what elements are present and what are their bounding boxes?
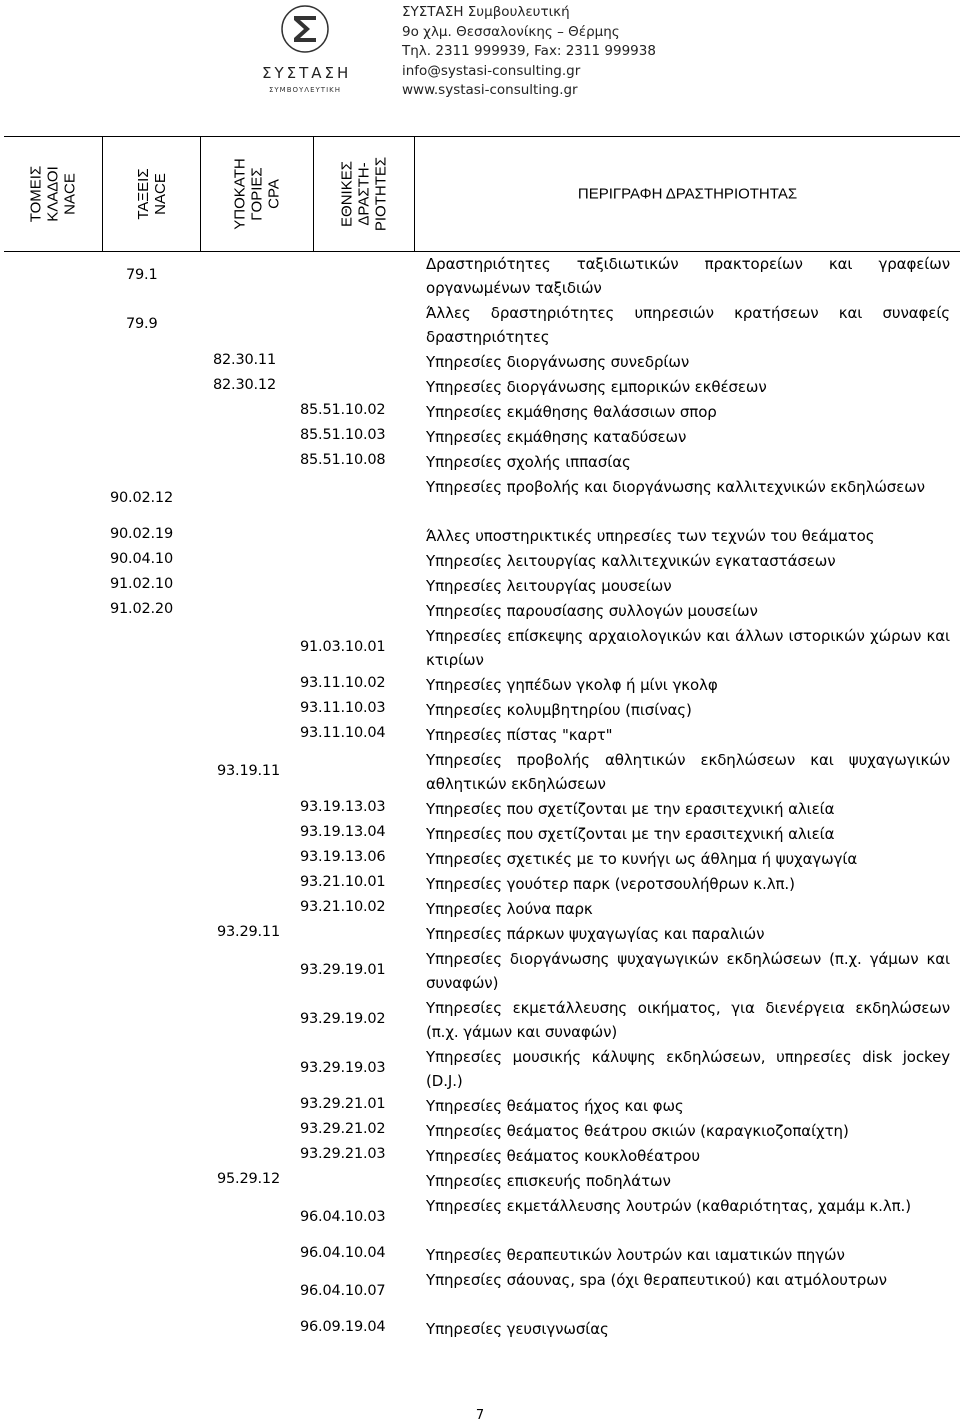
activity-description: Δραστηριότητες ταξιδιωτικών πρακτορείων και γραφείων οργανωμένων ταξιδιών bbox=[426, 255, 950, 297]
activity-description: Υπηρεσίες θεάματος ήχος και φως bbox=[426, 1097, 684, 1115]
table-row bbox=[4, 1268, 960, 1317]
activity-code: 96.04.10.04 bbox=[300, 1245, 386, 1261]
activity-description: Υπηρεσίες εκμάθησης καταδύσεων bbox=[426, 428, 687, 446]
activity-code: 85.51.10.03 bbox=[300, 427, 386, 443]
company-email[interactable]: info@systasi-consulting.gr bbox=[402, 62, 581, 79]
activity-description: Υπηρεσίες εκμάθησης θαλάσσιων σπορ bbox=[426, 403, 717, 421]
letterhead bbox=[0, 0, 960, 110]
activity-code: 96.09.19.04 bbox=[300, 1319, 386, 1335]
activity-description: Υπηρεσίες που σχετίζονται με την ερασιτεχνική αλιεία bbox=[426, 800, 835, 818]
activity-description: Υπηρεσίες γηπέδων γκολφ ή μίνι γκολφ bbox=[426, 676, 718, 694]
table-row bbox=[4, 947, 960, 996]
table-row bbox=[4, 748, 960, 797]
activity-description: Υπηρεσίες σχολής ιππασίας bbox=[426, 453, 631, 471]
header-description bbox=[415, 137, 960, 251]
table-row bbox=[4, 872, 960, 897]
table-row bbox=[4, 549, 960, 574]
table-row bbox=[4, 624, 960, 673]
activity-code: 90.02.19 bbox=[110, 526, 173, 542]
table-row bbox=[4, 897, 960, 922]
activity-code: 96.04.10.03 bbox=[300, 1208, 386, 1225]
table-row bbox=[4, 524, 960, 549]
table-row bbox=[4, 475, 960, 524]
header-subcategories-label: ΥΠΟΚΑΤΗ ΓΟΡΙΕΣ CPA bbox=[231, 158, 283, 230]
header-subcategories bbox=[201, 137, 314, 251]
activity-description: Υπηρεσίες λειτουργίας μουσείων bbox=[426, 577, 672, 595]
activity-code: 82.30.11 bbox=[213, 352, 276, 368]
activity-description: Άλλες υποστηρικτικές υπηρεσίες των τεχνών του θεάματος bbox=[426, 527, 875, 545]
activity-code: 96.04.10.07 bbox=[300, 1282, 386, 1299]
activity-code: 93.19.11 bbox=[217, 762, 280, 779]
activity-description: Υπηρεσίες παρουσίασης συλλογών μουσείων bbox=[426, 602, 758, 620]
header-description-label: ΠΕΡΙΓΡΑΦΗ ΔΡΑΣΤΗΡΙΟΤΗΤΑΣ bbox=[577, 185, 798, 203]
activity-code: 91.02.20 bbox=[110, 601, 173, 617]
table-row bbox=[4, 996, 960, 1045]
table-row bbox=[4, 698, 960, 723]
activity-code: 93.29.19.01 bbox=[300, 961, 386, 978]
table-row bbox=[4, 301, 960, 350]
activity-code: 93.29.21.03 bbox=[300, 1146, 386, 1162]
activity-code: 79.9 bbox=[126, 315, 158, 332]
activity-description: Υπηρεσίες γουότερ παρκ (νεροτσουλήθρων κ.λπ.) bbox=[426, 875, 795, 893]
activity-description: Υπηρεσίες διοργάνωσης εμπορικών εκθέσεων bbox=[426, 378, 767, 396]
table-row bbox=[4, 922, 960, 947]
company-logo bbox=[262, 4, 352, 100]
activity-description: Υπηρεσίες που σχετίζονται με την ερασιτεχνική αλιεία bbox=[426, 825, 835, 843]
table-row bbox=[4, 1194, 960, 1243]
table-header bbox=[4, 136, 960, 252]
activity-code: 91.03.10.01 bbox=[300, 638, 386, 655]
table-row bbox=[4, 1119, 960, 1144]
logo-name: ΣΥΣΤΑΣΗ bbox=[262, 64, 352, 82]
table-row bbox=[4, 425, 960, 450]
activity-description: Υπηρεσίες θεραπευτικών λουτρών και ιαματικών πηγών bbox=[426, 1246, 845, 1264]
activity-description: Υπηρεσίες σάουνας, spa (όχι θεραπευτικού) και ατμόλουτρων bbox=[426, 1271, 887, 1289]
activity-code: 93.19.13.06 bbox=[300, 849, 386, 865]
activity-code: 93.21.10.01 bbox=[300, 874, 386, 890]
header-sectors bbox=[4, 137, 103, 251]
activity-code: 93.29.21.02 bbox=[300, 1121, 386, 1137]
page-number: 7 bbox=[475, 1408, 485, 1423]
table-row bbox=[4, 1144, 960, 1169]
table-row bbox=[4, 599, 960, 624]
activity-code: 93.29.11 bbox=[217, 924, 280, 940]
table-row bbox=[4, 797, 960, 822]
header-national-label: ΕΘΝΙΚΕΣ ΔΡΑΣΤΗ- ΡΙΟΤΗΤΕΣ bbox=[338, 156, 390, 232]
company-address: 9ο χλμ. Θεσσαλονίκης – Θέρμης bbox=[402, 23, 620, 40]
table-row bbox=[4, 350, 960, 375]
activity-description: Υπηρεσίες εκμετάλλευσης οικήματος, για διενέργεια εκδηλώσεων (π.χ. γάμων και συναφών) bbox=[426, 999, 950, 1041]
activity-description: Υπηρεσίες προβολής και διοργάνωσης καλλιτεχνικών εκδηλώσεων bbox=[426, 478, 925, 496]
systasi-logo-icon bbox=[280, 4, 330, 54]
table-row bbox=[4, 450, 960, 475]
activity-description: Υπηρεσίες επίσκεψης αρχαιολογικών και άλλων ιστορικών χώρων και κτιρίων bbox=[426, 627, 950, 669]
activity-code: 93.21.10.02 bbox=[300, 899, 386, 915]
company-phone: Τηλ. 2311 999939, Fax: 2311 999938 bbox=[402, 43, 656, 59]
activity-description: Υπηρεσίες σχετικές με το κυνήγι ως άθλημα ή ψυχαγωγία bbox=[426, 850, 858, 868]
table-row bbox=[4, 400, 960, 425]
activity-code: 85.51.10.02 bbox=[300, 402, 386, 418]
company-website[interactable]: www.systasi-consulting.gr bbox=[402, 82, 578, 98]
table-row bbox=[4, 847, 960, 872]
activity-code: 79.1 bbox=[126, 266, 158, 283]
contact-block bbox=[402, 3, 656, 101]
activity-code: 93.29.19.02 bbox=[300, 1010, 386, 1027]
activity-description: Άλλες δραστηριότητες υπηρεσιών κρατήσεων και συναφείς δραστηριότητες bbox=[426, 304, 950, 346]
table-row bbox=[4, 252, 960, 301]
activity-code: 95.29.12 bbox=[217, 1171, 280, 1187]
table-row bbox=[4, 822, 960, 847]
activity-description: Υπηρεσίες προβολής αθλητικών εκδηλώσεων και ψυχαγωγικών αθλητικών εκδηλώσεων bbox=[426, 751, 950, 793]
activity-description: Υπηρεσίες θεάματος θεάτρου σκιών (καραγκιοζοπαίχτη) bbox=[426, 1122, 849, 1140]
table-row bbox=[4, 375, 960, 400]
activity-code: 93.29.19.03 bbox=[300, 1059, 386, 1076]
activity-description: Υπηρεσίες διοργάνωσης ψυχαγωγικών εκδηλώσεων (π.χ. γάμων και συναφών) bbox=[426, 950, 950, 992]
company-name: ΣΥΣΤΑΣΗ Συμβουλευτική bbox=[402, 4, 570, 20]
activity-code: 93.11.10.03 bbox=[300, 700, 386, 716]
activity-description: Υπηρεσίες εκμετάλλευσης λουτρών (καθαριότητας, χαμάμ κ.λπ.) bbox=[426, 1197, 911, 1215]
activity-code: 90.02.12 bbox=[110, 489, 173, 506]
header-sectors-label: ΤΟΜΕΙΣ ΚΛΑΔΟΙ NACE bbox=[27, 165, 79, 223]
header-national bbox=[314, 137, 415, 251]
activity-code: 90.04.10 bbox=[110, 551, 173, 567]
table-row bbox=[4, 723, 960, 748]
table-row bbox=[4, 1317, 960, 1342]
activity-code: 93.29.21.01 bbox=[300, 1096, 386, 1112]
logo-subtitle: ΣΥΜΒΟΥΛΕΥΤΙΚΗ bbox=[268, 86, 341, 94]
activity-code: 93.19.13.03 bbox=[300, 799, 386, 815]
activity-description: Υπηρεσίες πίστας "καρτ" bbox=[426, 726, 613, 744]
table-row bbox=[4, 1094, 960, 1119]
activity-description: Υπηρεσίες πάρκων ψυχαγωγίας και παραλιών bbox=[426, 925, 765, 943]
activity-code: 82.30.12 bbox=[213, 377, 276, 393]
table-row bbox=[4, 673, 960, 698]
activity-code: 93.11.10.04 bbox=[300, 725, 386, 741]
activity-description: Υπηρεσίες επισκευής ποδηλάτων bbox=[426, 1172, 671, 1190]
activity-code: 85.51.10.08 bbox=[300, 452, 386, 468]
table-row bbox=[4, 1243, 960, 1268]
header-classes-label: ΤΑΞΕΙΣ NACE bbox=[134, 168, 169, 220]
table-row bbox=[4, 1045, 960, 1094]
activity-description: Υπηρεσίες γευσιγνωσίας bbox=[426, 1320, 609, 1338]
table-body bbox=[4, 252, 960, 1342]
activity-description: Υπηρεσίες διοργάνωσης συνεδρίων bbox=[426, 353, 690, 371]
table-row bbox=[4, 1169, 960, 1194]
activity-description: Υπηρεσίες μουσικής κάλυψης εκδηλώσεων, υπηρεσίες disk jockey (D.J.) bbox=[426, 1048, 950, 1090]
activity-code: 93.11.10.02 bbox=[300, 675, 386, 691]
activity-description: Υπηρεσίες κολυμβητηρίου (πισίνας) bbox=[426, 701, 692, 719]
activity-description: Υπηρεσίες θεάματος κουκλοθέατρου bbox=[426, 1147, 700, 1165]
header-classes bbox=[103, 137, 201, 251]
activity-table bbox=[4, 136, 960, 1342]
activity-description: Υπηρεσίες λειτουργίας καλλιτεχνικών εγκαταστάσεων bbox=[426, 552, 836, 570]
activity-code: 91.02.10 bbox=[110, 576, 173, 592]
activity-code: 93.19.13.04 bbox=[300, 824, 386, 840]
table-row bbox=[4, 574, 960, 599]
activity-description: Υπηρεσίες λούνα παρκ bbox=[426, 900, 593, 918]
